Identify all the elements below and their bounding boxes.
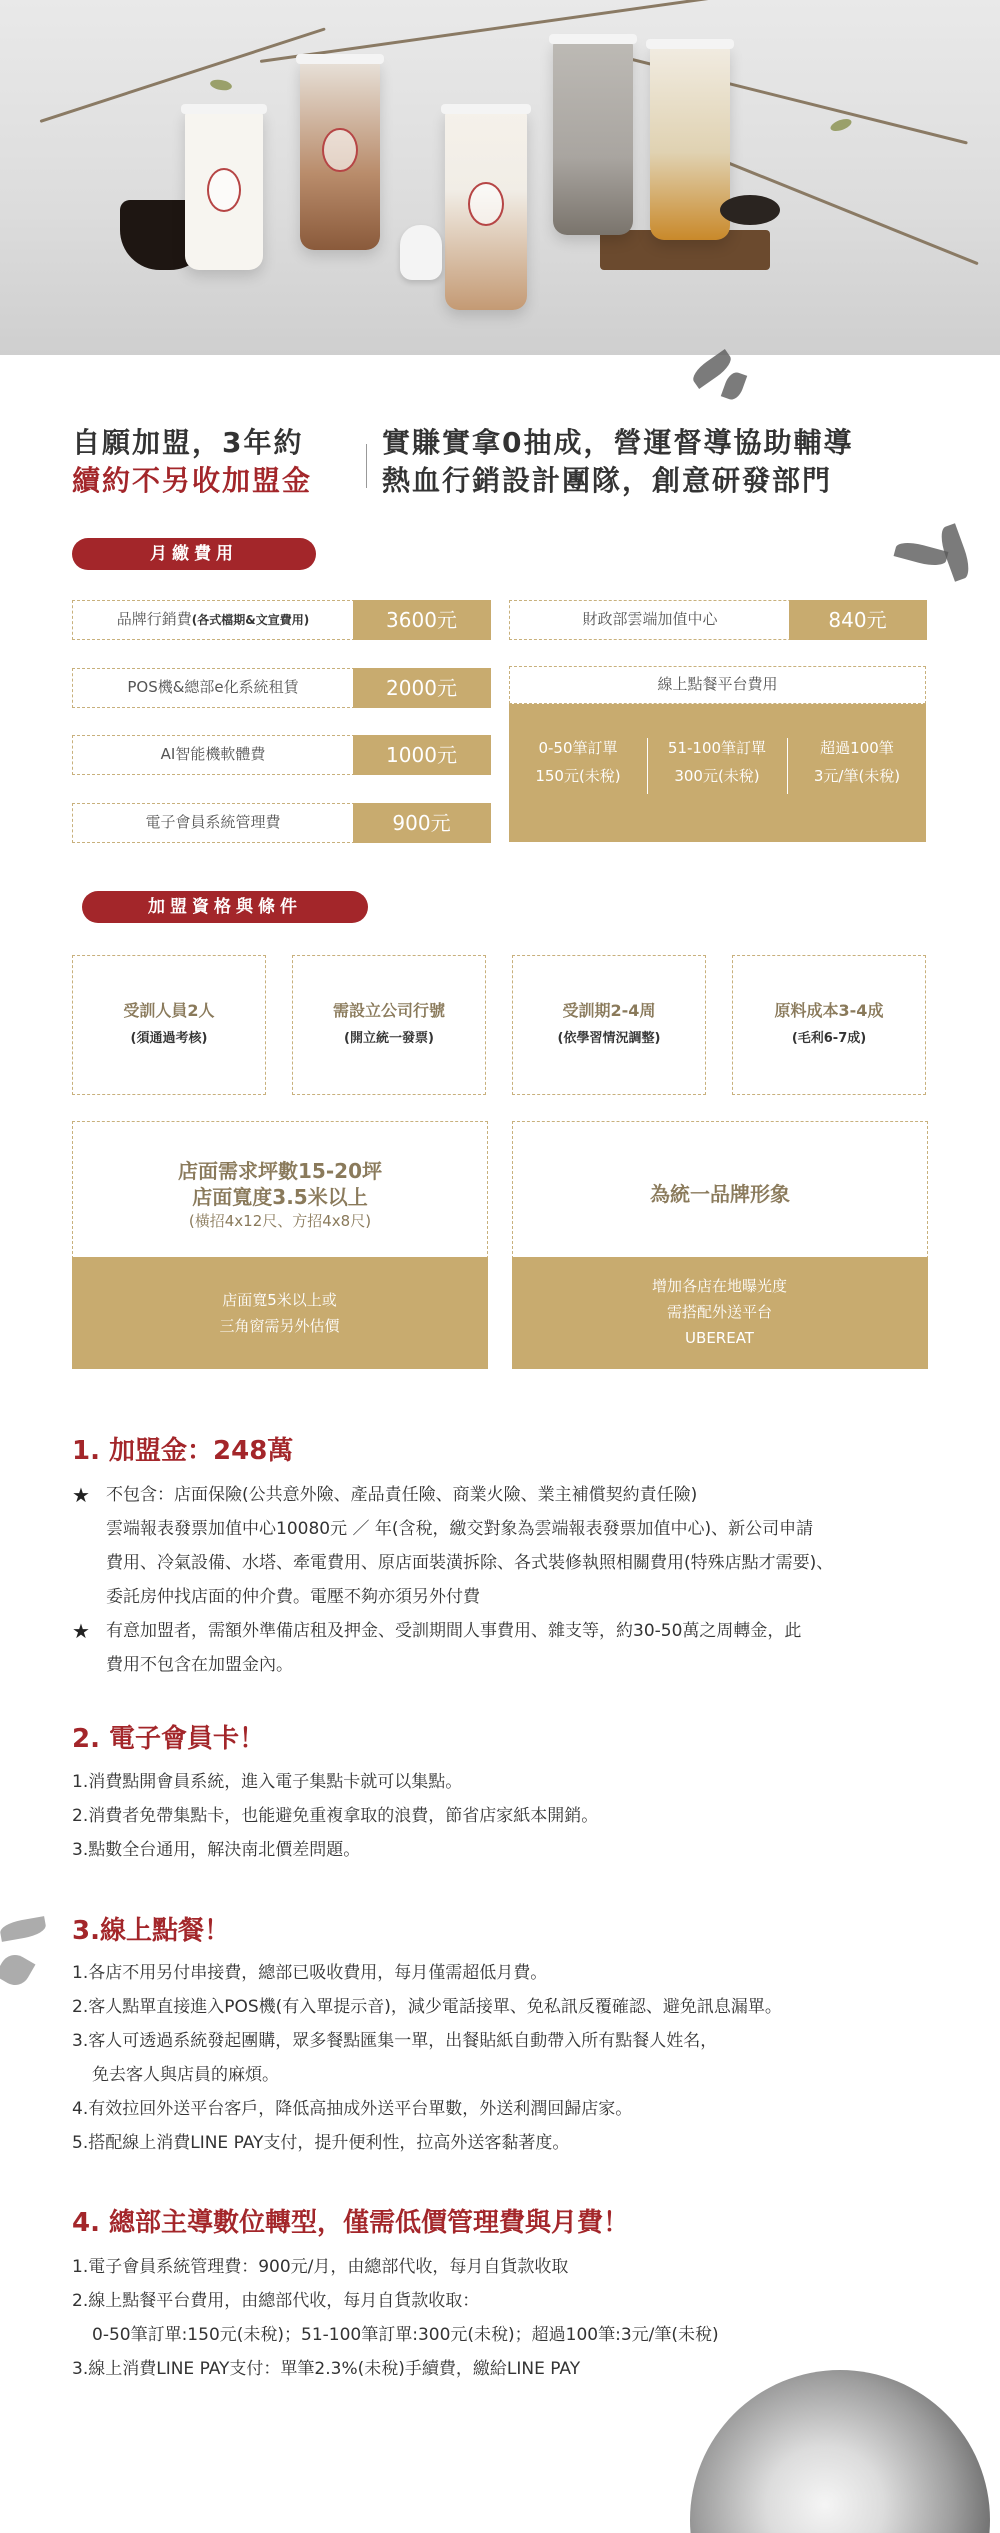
leaf-decoration-icon [0,1916,47,1942]
fee-brand-marketing [72,600,490,640]
tier-0-50: 0-50筆訂單 150元(未稅) [535,739,621,785]
section1-body: ★ 不包含：店面保險(公共意外險、產品責任險、商業火險、業主補償契約責任險) 雲端報表發票加值中心10080元 ／ 年(含稅，繳交對象為雲端報表發票加值中心)、新公司申請 費用、冷氣設備、水塔、牽電費用、原店面裝潢拆除、各式裝修執照相關費用(特殊店點才需要)、 委託房仲找店面的仲介費。電壓不夠亦須另外付費 ★ 有意加盟者，需額外準備店租及押金、受訓期間人事費用、雜支等，約30-50萬之周轉金，此 費用不包含在加盟金內。 [72,1478,932,1682]
section2-body: 1.消費點開會員系統，進入電子集點卡就可以集點。 2.消費者免帶集點卡，也能避免重複拿取的浪費，節省店家紙本開銷。 3.點數全台通用，解決南北價差問題。 [72,1772,599,1860]
fee-cloud-invoice [509,600,926,640]
section3-title: 3.線上點餐！ [72,1916,230,1946]
ink-circle-decoration [690,2370,990,2533]
leaf-decoration-icon [894,539,949,570]
tier-divider [787,738,788,794]
drink-cup-icon [185,110,263,270]
qual-material-cost: 原料成本3-4成 (毛利6-7成) [732,955,926,1095]
tier-51-100: 51-100筆訂單 300元(未稅) [667,739,767,785]
section1-title: 1. 加盟金：248萬 [72,1436,294,1466]
fee-label: POS機&總部e化系統租賃 [127,678,299,696]
section2-title: 2. 電子會員卡！ [72,1724,266,1754]
hero-product-photo [0,0,1000,355]
headline-left-line2: 續約不另收加盟金 [72,464,313,497]
qual-trainees: 受訓人員2人 (須通過考核) [72,955,266,1095]
qualifications-title: 加盟資格與條件 [82,891,368,923]
headline-divider [366,444,367,488]
headline [72,424,932,502]
qual-training-period: 受訓期2-4周 (依學習情況調整) [512,955,706,1095]
fee-ai-software [72,735,490,775]
drink-cup-icon [650,45,730,240]
fee-value: 900元 [353,803,491,843]
leaf-decoration-icon [0,1950,35,1991]
fee-value: 3600元 [353,600,491,640]
star-icon: ★ [72,1619,90,1643]
fee-pos-rental [72,668,490,708]
headline-right-line2: 熱血行銷設計團隊，創意研發部門 [382,464,833,497]
star-icon: ★ [72,1483,90,1507]
headline-right-line1: 實賺實拿0抽成，營運督導協助輔導 [382,426,854,459]
brand-image: 為統一品牌形象 增加各店在地曝光度 需搭配外送平台 UBEREAT [512,1121,928,1369]
store-requirements: 店面需求坪數15-20坪 店面寬度3.5米以上 (橫招4x12尺、方招4x8尺) 店面寬5米以上或 三角窗需另外估價 [72,1121,488,1369]
fee-label: 電子會員系統管理費 [145,813,281,831]
fee-value: 2000元 [353,668,491,708]
tier-divider [647,738,648,794]
qual-company: 需設立公司行號 (開立統一發票) [292,955,486,1095]
fee-value: 840元 [789,600,927,640]
tier-over-100: 超過100筆 3元/筆(未稅) [813,739,901,785]
section3-body: 1.各店不用另付串接費，總部已吸收費用，每月僅需超低月費。 2.客人點單直接進入POS機(有入單提示音)，減少電話接單、免私訊反覆確認、避免訊息漏單。 3.客人可透過系統發起團購，眾多餐點匯集一單，出餐貼紙自動帶入所有點餐人姓名， 免去客人與店員的麻煩。 4.有效拉回外送平台客戶，降低高抽成外送平台單數，外送利潤回歸店家。 5.搭配線上消費LINE PAY支付，提升便利性，拉高外送客黏著度。 [72,1963,782,2153]
section4-body: 1.電子會員系統管理費：900元/月，由總部代收，每月自貨款收取 2.線上點餐平台費用，由總部代收，每月自貨款收取： 0-50筆訂單:150元(未稅)；51-100筆訂單:300元(未稅)；超過100筆:3元/筆(未稅) 3.線上消費LINE PAY支付：單筆2.3%(未稅)手續費，繳給LINE PAY [72,2257,719,2379]
fee-label: AI智能機軟體費 [160,745,266,763]
fee-label: 品牌行銷費 [116,610,192,628]
drink-cup-icon [445,110,527,310]
fee-value: 1000元 [353,735,491,775]
drink-cup-icon [300,60,380,250]
fee-note: (各式檔期&文宣費用) [191,613,310,627]
drink-cup-icon [553,40,633,235]
section4-title: 4. 總部主導數位轉型，僅需低價管理費與月費！ [72,2208,630,2238]
online-ordering-fees [509,666,926,842]
headline-left-line1: 自願加盟，3年約 [72,426,304,459]
online-ordering-title: 線上點餐平台費用 [509,666,926,704]
leaf-decoration-icon [721,370,747,402]
fee-label: 財政部雲端加值中心 [582,610,718,628]
monthly-fees-title: 月繳費用 [72,538,316,570]
fee-member-system [72,803,490,843]
